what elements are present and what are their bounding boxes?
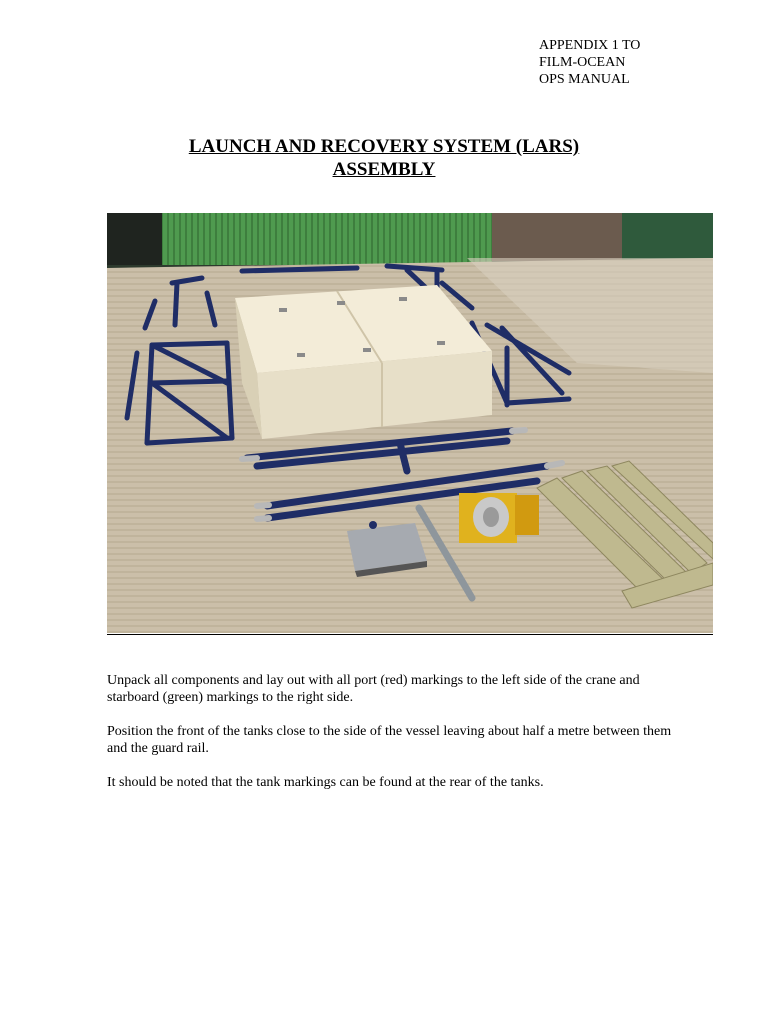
appendix-reference [539,37,640,88]
paragraph-positioning: Position the front of the tanks close to the side of the vessel leaving about half a metre between them and the guard rail. [107,724,672,756]
page-title-line-1: LAUNCH AND RECOVERY SYSTEM (LARS) [188,136,580,157]
appendix-line: APPENDIX 1 TO [539,38,641,53]
appendix-line: FILM-OCEAN [539,55,626,70]
photo-divider [107,634,713,635]
components-photo [107,213,713,633]
paragraph-layout: Unpack all components and lay out with all port (red) markings to the left side of the crane and starboard (green) markings to the right side. [107,673,640,705]
paragraph-markings-note: It should be noted that the tank markings can be found at the rear of the tanks. [107,775,544,790]
page-title-line-2: ASSEMBLY [332,159,436,180]
page-title [0,135,768,181]
appendix-line: OPS MANUAL [539,72,630,87]
